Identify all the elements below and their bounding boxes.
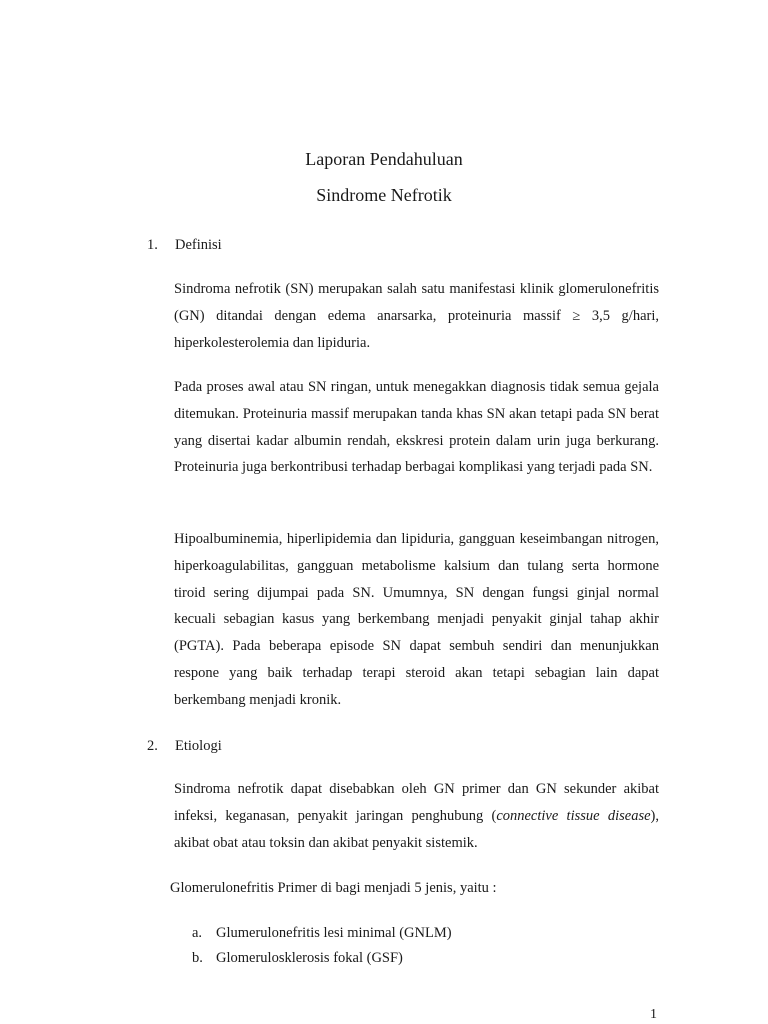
paragraph-definisi-3: Hipoalbuminemia, hiperlipidemia dan lipiduria, gangguan keseimbangan nitrogen, hiperkoagulabilitas, gangguan metabolisme kalsium dan tulang serta hormone tiroid sering dijumpai pada SN. Umumnya, SN dengan fungsi ginjal normal kecuali sebagian kasus yang berkembang menjadi penyakit ginjal tahap akhir (PGTA). Pada beberapa episode SN dapat sembuh sendiri dan menunjukkan respone yang baik terhadap terapi steroid akan tetapi sebagian lain dapat berkembang menjadi kronik. — [174, 531, 659, 708]
paragraph-etiologi-1 — [174, 776, 659, 856]
section-number: 2. — [147, 738, 158, 754]
page-number: 1 — [650, 1007, 657, 1022]
paragraph-italic-term: connective tissue disease — [496, 807, 651, 824]
paragraph-definisi-1: Sindroma nefrotik (SN) merupakan salah satu manifestasi klinik glomerulonefritis (GN) ditandai dengan edema anarsarka, proteinuria massif ≥ 3,5 g/hari, hiperkolesterolemia dan lipiduria. — [174, 281, 659, 351]
document-subtitle: Sindrome Nefrotik — [316, 185, 452, 205]
section-number: 1. — [147, 237, 158, 253]
section-heading-definisi: Definisi — [175, 237, 222, 253]
document-title: Laporan Pendahuluan — [305, 149, 463, 169]
list-marker: a. — [192, 925, 203, 941]
paragraph-etiologi-intro: Glomerulonefritis Primer di bagi menjadi 5 jenis, yaitu : — [170, 880, 497, 896]
paragraph-text: ), akibat obat atau toksin dan akibat penyakit sistemik. — [174, 807, 659, 851]
paragraph-definisi-2: Pada proses awal atau SN ringan, untuk menegakkan diagnosis tidak semua gejala ditemukan. Proteinuria massif merupakan tanda khas SN akan tetapi pada SN berat yang disertai kadar albumin rendah, ekskresi protein dalam urin juga berkurang. Proteinuria juga berkontribusi terhadap berbagai komplikasi yang terjadi pada SN. — [174, 379, 659, 476]
list-marker: b. — [192, 950, 203, 966]
list-item: Glomerulosklerosis fokal (GSF) — [216, 950, 403, 966]
paragraph-text: Sindroma nefrotik dapat disebabkan oleh GN primer dan GN sekunder akibat infeksi, keganasan, penyakit jaringan penghubung ( — [174, 781, 659, 824]
section-heading-etiologi: Etiologi — [175, 738, 222, 754]
list-item: Glumerulonefritis lesi minimal (GNLM) — [216, 925, 452, 941]
